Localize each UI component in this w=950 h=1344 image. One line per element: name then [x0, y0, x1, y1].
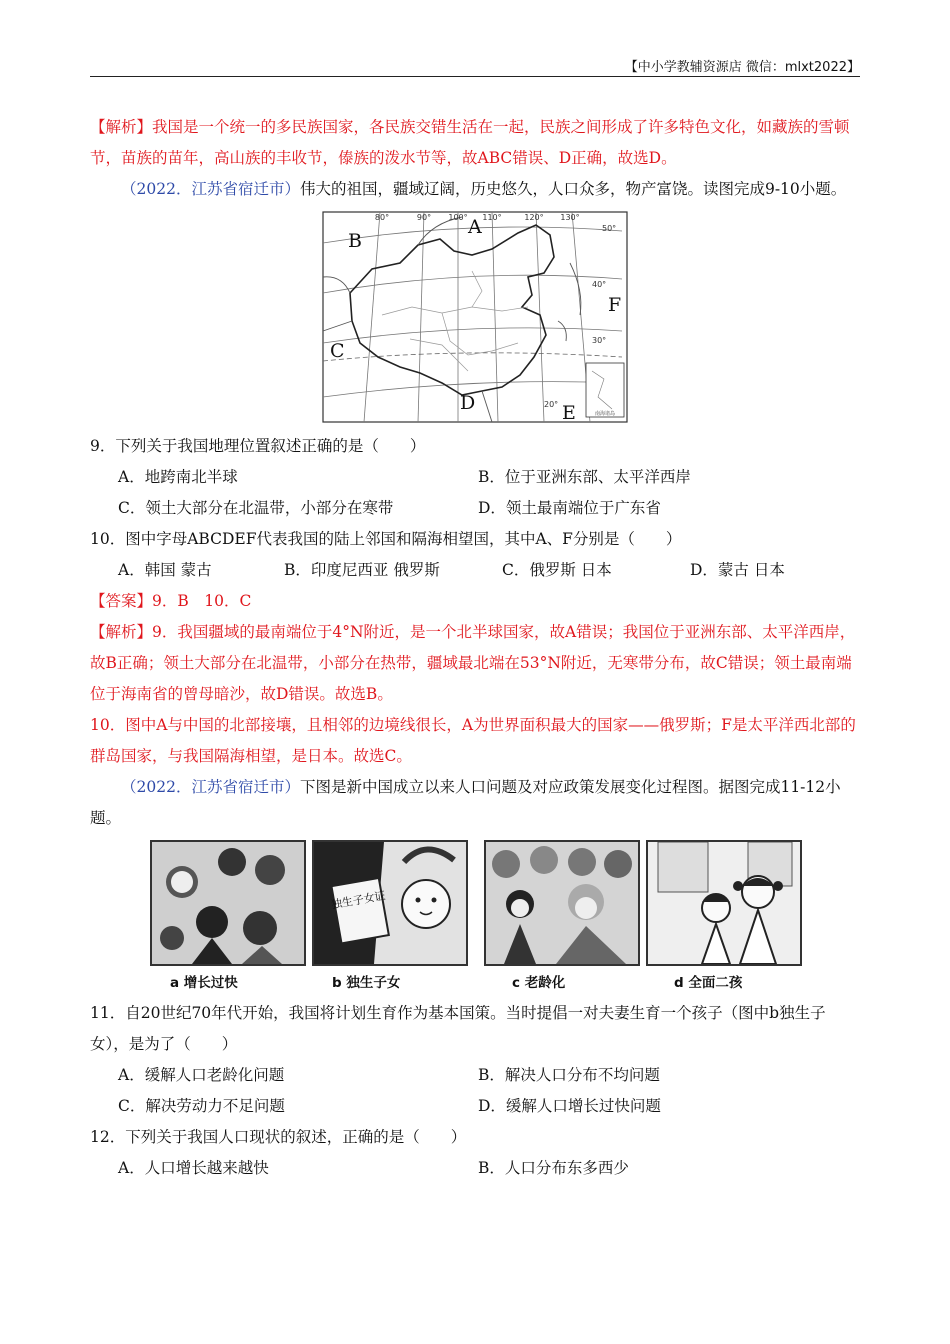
- page-header: [90, 56, 860, 77]
- q10-option-b[interactable]: B．印度尼西亚 俄罗斯: [284, 561, 440, 579]
- q11-option-a[interactable]: A．缓解人口老龄化问题: [118, 1066, 285, 1084]
- cartoon-panel-c: [484, 840, 640, 966]
- q9-10-intro-text: 伟大的祖国，疆域辽阔，历史悠久，人口众多，物产富饶。读图完成9-10小题。: [299, 180, 847, 198]
- q9-option-c[interactable]: C．领土大部分在北温带，小部分在寒带: [118, 499, 394, 517]
- lon-label: 130°: [560, 213, 580, 222]
- document-body: [90, 112, 860, 1184]
- map-letter-e: E: [562, 402, 576, 423]
- china-map: [322, 211, 628, 423]
- q9-stem: 9．下列关于我国地理位置叙述正确的是（ ）: [90, 437, 426, 455]
- header-text: 【中小学教辅资源店 微信：mlxt2022】: [624, 60, 860, 75]
- map-letter-a: A: [468, 216, 482, 238]
- q12-stem: 12．下列关于我国人口现状的叙述，正确的是（ ）: [90, 1128, 467, 1146]
- q10-stem: 10．图中字母ABCDEF代表我国的陆上邻国和隔海相望国，其中A、F分别是（ ）: [90, 530, 682, 548]
- q9-10-source: （2022．江苏省宿迁市）: [121, 180, 300, 198]
- q12-options: [90, 1153, 860, 1184]
- analysis-10: 10．图中A与中国的北部接壤，且相邻的边境线很长，A为世界面积最大的国家——俄罗斯；F是太平洋西北部的群岛国家，与我国隔海相望，是日本。故选C。: [90, 716, 856, 765]
- map-letter-b: B: [348, 230, 362, 252]
- q10-option-d[interactable]: D．蒙古 日本: [690, 561, 785, 579]
- q11-stem: 11．自20世纪70年代开始，我国将计划生育作为基本国策。当时提倡一对夫妻生育一个孩子（图中b独生子女），是为了（ ）: [90, 1004, 826, 1053]
- one-child-illustration: [314, 842, 466, 964]
- population-cartoons: [150, 840, 802, 990]
- caption-d: d 全面二孩: [674, 975, 743, 991]
- q9-option-d[interactable]: D．领土最南端位于广东省: [478, 499, 661, 517]
- book-text: 独生子女证: [330, 889, 387, 912]
- aging-illustration: [486, 842, 638, 964]
- analysis-9: 【解析】9．我国疆域的最南端位于4°N附近，是一个北半球国家，故A错误；我国位于亚洲东部、太平洋西岸，故B正确；领土大部分在北温带，小部分在热带，疆域最北端在53°N附近，无寒带分布，故C错误；领土最南端位于海南省的曾母暗沙，故D错误。故选B。: [90, 623, 856, 703]
- inset-label: 南海诸岛: [594, 411, 616, 417]
- q11-12-intro-text: 下图是新中国成立以来人口问题及对应政策发展变化过程图。据图完成11-12小题。: [90, 778, 841, 827]
- lon-label: 100°: [448, 213, 468, 222]
- q12-option-b[interactable]: B．人口分布东多西少: [478, 1159, 629, 1177]
- lon-label: 90°: [416, 213, 432, 222]
- q11-options: [90, 1060, 860, 1122]
- cartoon-panel-b: [312, 840, 468, 966]
- q9-option-a[interactable]: A．地跨南北半球: [118, 468, 238, 486]
- answer-9-10: 【答案】9．B 10．C: [90, 592, 252, 610]
- prev-analysis: 【解析】我国是一个统一的多民族国家，各民族交错生活在一起，民族之间形成了许多特色文化，如藏族的雪顿节，苗族的苗年，高山族的丰收节，傣族的泼水节等，故ABC错误、D正确，故选D。: [90, 118, 850, 167]
- q10-options: [90, 555, 860, 586]
- caption-b: b 独生子女: [332, 975, 401, 991]
- q10-option-c[interactable]: C．俄罗斯 日本: [502, 561, 612, 579]
- q11-option-c[interactable]: C．解决劳动力不足问题: [118, 1097, 285, 1115]
- q9-option-b[interactable]: B．位于亚洲东部、太平洋西岸: [478, 468, 691, 486]
- caption-a: a 增长过快: [170, 975, 238, 991]
- lon-label: 110°: [482, 213, 502, 222]
- q11-option-b[interactable]: B．解决人口分布不均问题: [478, 1066, 660, 1084]
- two-child-illustration: [648, 842, 800, 964]
- map-letter-f: F: [608, 294, 622, 316]
- cartoon-panel-a: [150, 840, 306, 966]
- lat-label: 20°: [544, 400, 559, 409]
- caption-c: c 老龄化: [512, 975, 566, 991]
- q11-12-intro: [90, 772, 860, 834]
- q11-option-d[interactable]: D．缓解人口增长过快问题: [478, 1097, 661, 1115]
- lat-label: 50°: [602, 224, 617, 233]
- lat-label: 40°: [592, 280, 607, 289]
- lon-label: 120°: [524, 213, 544, 222]
- map-letter-d: D: [460, 392, 476, 414]
- lon-label: 80°: [374, 213, 390, 222]
- crowd-illustration: [152, 842, 304, 964]
- map-letter-c: C: [330, 340, 345, 362]
- china-map-figure: [322, 211, 628, 423]
- q12-option-a[interactable]: A．人口增长越来越快: [118, 1159, 269, 1177]
- lat-label: 30°: [592, 336, 607, 345]
- q9-options: [90, 462, 860, 524]
- q9-10-intro: [90, 174, 860, 205]
- q10-option-a[interactable]: A．韩国 蒙古: [118, 561, 212, 579]
- q11-12-source: （2022．江苏省宿迁市）: [121, 778, 300, 796]
- cartoon-panel-d: [646, 840, 802, 966]
